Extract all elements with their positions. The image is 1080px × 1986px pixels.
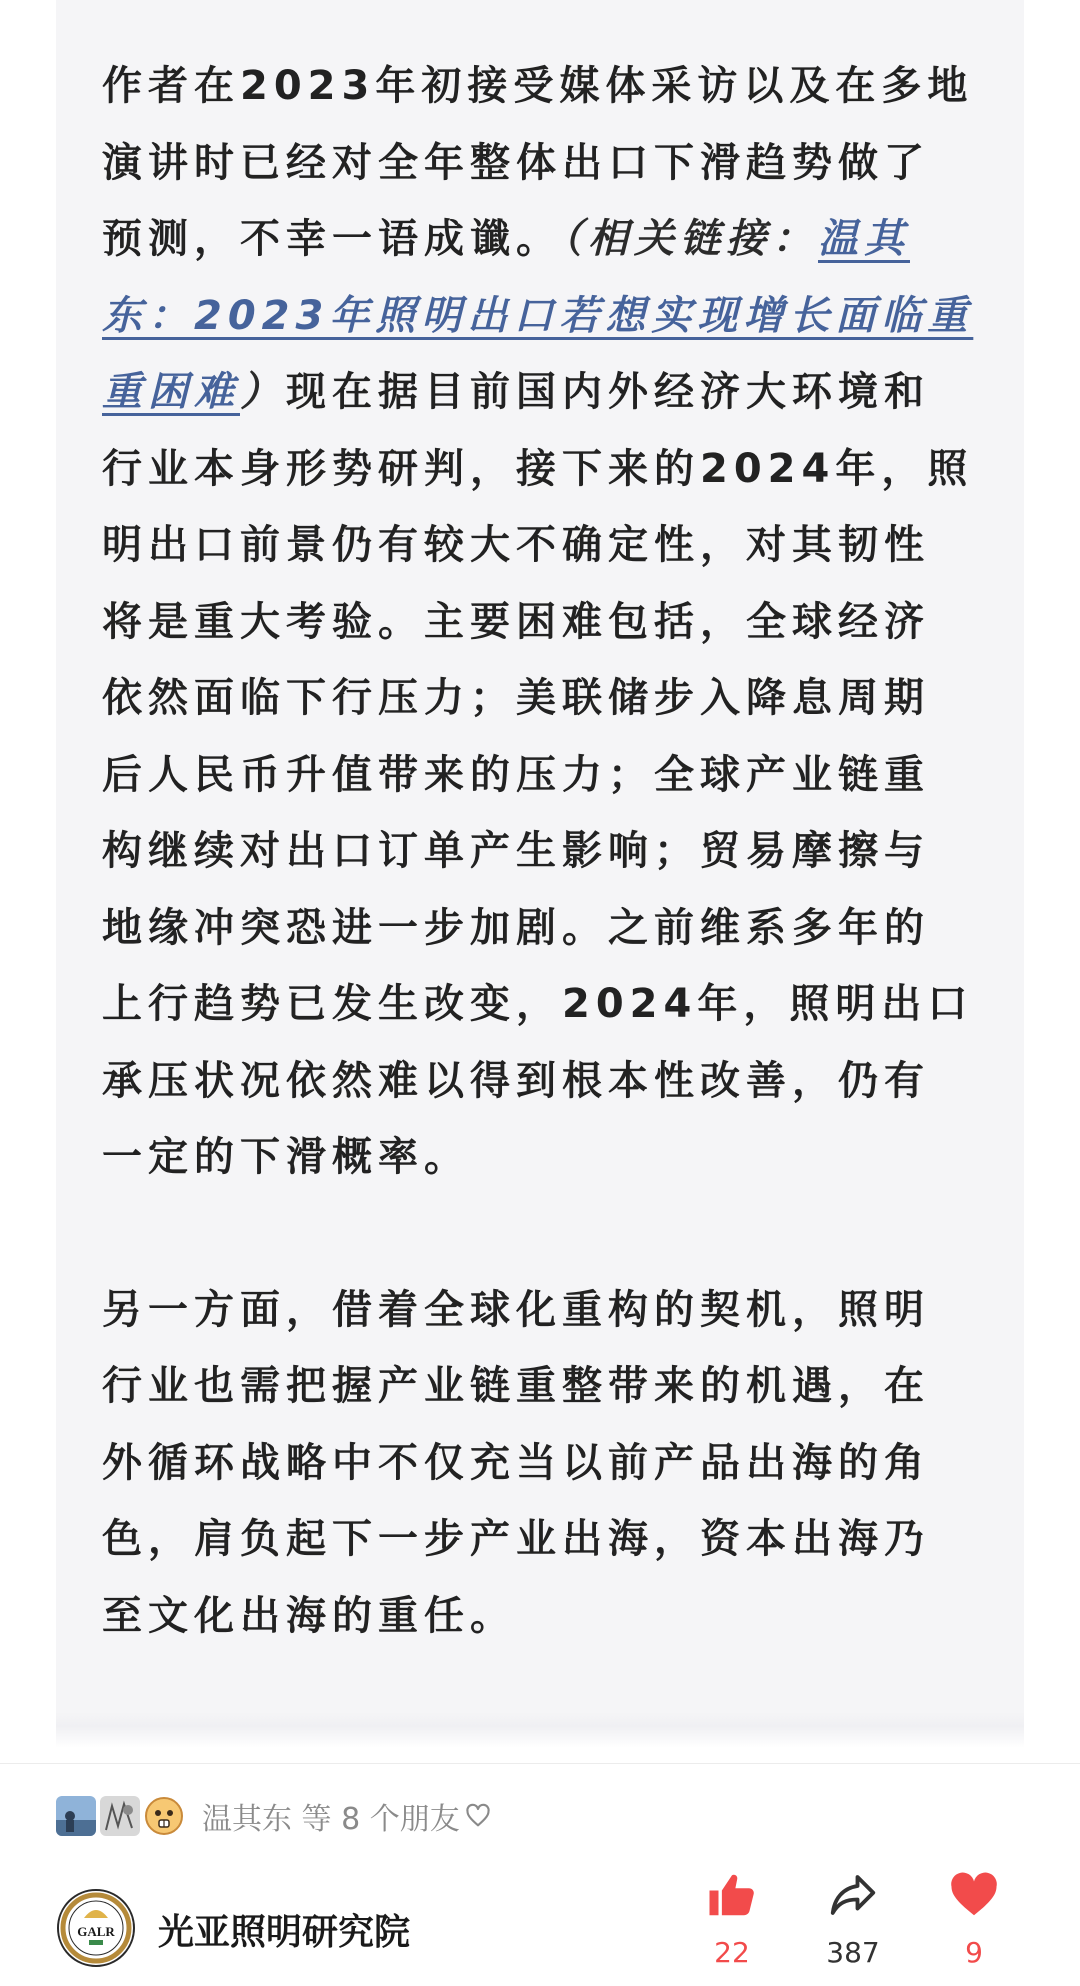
- org-logo-text: GALR: [77, 1924, 115, 1939]
- avatar-sketch-icon: [100, 1796, 140, 1836]
- like-button[interactable]: [682, 1868, 782, 1969]
- paragraph-1: [102, 48, 974, 1196]
- paragraph-2: 另一方面，借着全球化重构的契机，照明行业也需把握产业链重整带来的机遇，在外循环战略中不仅充当以前产品出海的角色，肩负起下一步产业出海，资本出海乃至文化出海的重任。: [102, 1286, 930, 1639]
- like-count: 22: [714, 1936, 750, 1969]
- friends-liked-text: [202, 1794, 492, 1838]
- friends-liked-row[interactable]: [56, 1792, 492, 1840]
- article-footer: [0, 1868, 1080, 1986]
- favorite-button[interactable]: [924, 1868, 1024, 1969]
- share-count: 387: [826, 1936, 880, 1969]
- friend-name: 温其东: [202, 1802, 292, 1837]
- paragraph-1-text: 作者在2023年初接受媒体采访以及在多地演讲时已经对全年整体出口下滑趋势做了预测，不幸一语成谶。: [102, 63, 974, 262]
- small-heart-outline-icon: [464, 1802, 492, 1830]
- related-article-link[interactable]: 温其东：2023年照明出口若想实现增长面临重重困难: [102, 216, 974, 415]
- article-body: [56, 0, 1024, 1730]
- divider: [0, 1763, 1080, 1764]
- avatar-emoji-icon: [144, 1796, 184, 1836]
- org-logo[interactable]: [56, 1888, 136, 1968]
- related-link-note: （相关链接：温其东：2023年照明出口若想实现增长面临重重困难）: [102, 216, 974, 415]
- org-name[interactable]: 光亚照明研究院: [158, 1912, 411, 1953]
- card-fade-edge: [56, 1712, 1024, 1748]
- heart-count: 9: [965, 1936, 983, 1969]
- avatar-photo-icon: [56, 1796, 96, 1836]
- friends-count-text: 等 8 个朋友: [292, 1802, 460, 1837]
- heart-icon: [947, 1868, 1001, 1922]
- share-button[interactable]: [803, 1868, 903, 1969]
- thumbs-up-icon: [705, 1868, 759, 1922]
- paragraph-1-continued: 现在据目前国内外经济大环境和行业本身形势研判，接下来的2024年，照明出口前景仍有较大不确定性，对其韧性将是重大考验。主要困难包括，全球经济依然面临下行压力；美联储步入降息周期后人民币升值带来的压力；全球产业链重构继续对出口订单产生影响；贸易摩擦与地缘冲突恐进一步加剧。之前维系多年的上行趋势已发生改变，2024年，照明出口承压状况依然难以得到根本性改善，仍有一定的下滑概率。: [102, 369, 974, 1180]
- share-arrow-icon: [826, 1868, 880, 1922]
